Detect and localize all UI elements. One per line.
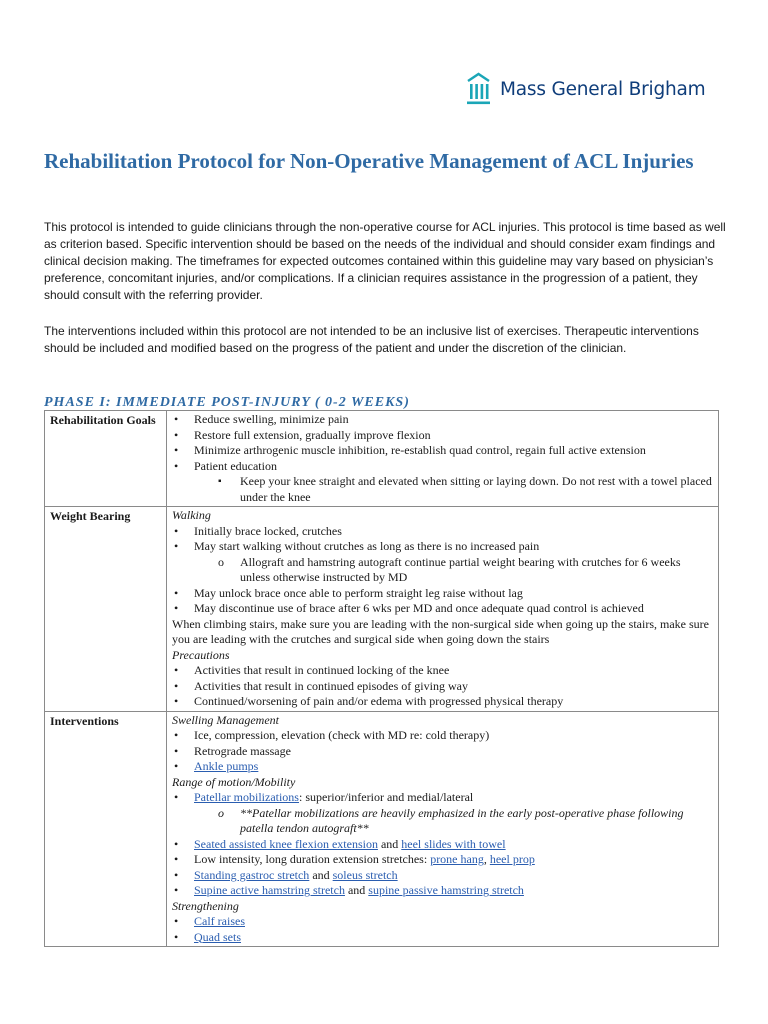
intro-paragraph: This protocol is intended to guide clinicians through the non-operative course for ACL injuries. This protocol is time based as well as criterion based. Specific intervention should be based on the needs of the individual and should consider exam findings and clinical decision making. The timeframes for expected outcomes contained within this guideline may vary based on physician’s preference, concomitant injuries, and/or complications. If a clinician requires assistance in the progression of a patient, they should consult with the referring provider. xyxy=(44,220,726,302)
section-heading: Range of motion/Mobility xyxy=(172,774,296,789)
sub-list-item: o **Patellar mobilizations are heavily emphasized in the early post-operative phase following patella tendon autograft** xyxy=(172,806,713,837)
list-item: • Patient education xyxy=(172,459,713,475)
intro-paragraph: The interventions included within this protocol are not intended to be an inclusive list of exercises. Therapeutic interventions should be included and modified based on the progress of the patient and under the discretion of the clinician. xyxy=(44,324,699,355)
calf-raises-link[interactable]: Calf raises xyxy=(194,914,245,928)
phase-heading: PHASE I: IMMEDIATE POST-INJURY ( 0-2 WEEKS) xyxy=(44,395,410,410)
list-item-text: and xyxy=(309,867,333,882)
section-heading: Swelling Management xyxy=(172,712,279,727)
patellar-mobilizations-link[interactable]: Patellar mobilizations xyxy=(194,790,299,804)
heel-prop-link[interactable]: heel prop xyxy=(489,852,535,866)
protocol-table xyxy=(44,410,719,947)
list-item: • Restore full extension, gradually improve flexion xyxy=(172,428,713,444)
list-item: • May discontinue use of brace after 6 wks per MD and once adequate quad control is achieved xyxy=(172,601,713,617)
list-item xyxy=(172,930,713,946)
list-item: • May start walking without crutches as long as there is no increased pain xyxy=(172,539,713,555)
list-item: • Retrograde massage xyxy=(172,744,713,760)
table-row-weight-bearing xyxy=(45,507,719,712)
table-row-interventions xyxy=(45,711,719,947)
table-row-goals xyxy=(45,411,719,507)
stairs-note: When climbing stairs, make sure you are leading with the non-surgical side when going up the stairs, make sure you are leading with the crutches and surgical side when going down the stairs xyxy=(172,616,709,646)
sub-list-item: ▪ Keep your knee straight and elevated when sitting or laying down. Do not rest with a towel placed under the knee xyxy=(172,474,713,505)
document-title: Rehabilitation Protocol for Non-Operative Management of ACL Injuries xyxy=(44,149,694,173)
list-item xyxy=(172,883,713,899)
brand-logo xyxy=(466,72,706,106)
list-item: • Initially brace locked, crutches xyxy=(172,524,713,540)
row-content xyxy=(167,711,719,947)
passive-hamstring-stretch-link[interactable]: supine passive hamstring stretch xyxy=(368,883,524,897)
list-item: • Ice, compression, elevation (check with MD re: cold therapy) xyxy=(172,728,713,744)
section-heading: Walking xyxy=(172,508,211,522)
heel-slides-link[interactable]: heel slides with towel xyxy=(401,836,506,851)
list-item xyxy=(172,790,713,806)
sub-list-item: o Allograft and hamstring autograft continue partial weight bearing with crutches for 6 weeks unless otherwise instructed by MD xyxy=(172,555,713,586)
row-content xyxy=(167,507,719,712)
row-label: Rehabilitation Goals xyxy=(45,411,167,507)
quad-sets-link[interactable]: Quad sets xyxy=(194,929,241,944)
soleus-stretch-link[interactable]: soleus stretch xyxy=(332,867,398,882)
list-item xyxy=(172,837,713,853)
list-item xyxy=(172,868,713,884)
list-item: • May unlock brace once able to perform straight leg raise without lag xyxy=(172,586,713,602)
section-heading: Precautions xyxy=(172,647,230,662)
list-item xyxy=(172,852,713,868)
section-heading: Strengthening xyxy=(172,898,239,913)
row-label: Weight Bearing xyxy=(45,507,167,712)
row-label: Interventions xyxy=(45,711,167,947)
list-item xyxy=(172,914,713,930)
list-item-text: Low intensity, long duration extension stretches: xyxy=(194,852,431,866)
list-item: • Reduce swelling, minimize pain xyxy=(172,412,713,428)
list-item xyxy=(172,759,713,775)
prone-hang-link[interactable]: prone hang xyxy=(430,852,484,866)
gastroc-stretch-link[interactable]: Standing gastroc stretch xyxy=(194,867,310,882)
active-hamstring-stretch-link[interactable]: Supine active hamstring stretch xyxy=(194,883,345,897)
brand-name: Mass General Brigham xyxy=(500,78,706,100)
list-item-text: and xyxy=(344,883,369,897)
row-content xyxy=(167,411,719,507)
list-item: • Minimize arthrogenic muscle inhibition, re-establish quad control, regain full active extension xyxy=(172,443,713,459)
list-item-text: : superior/inferior and medial/lateral xyxy=(298,790,474,804)
building-icon xyxy=(466,72,491,106)
ankle-pumps-link[interactable]: Ankle pumps xyxy=(194,759,259,773)
seated-knee-flexion-link[interactable]: Seated assisted knee flexion extension xyxy=(194,836,378,851)
list-item: • Continued/worsening of pain and/or edema with progressed physical therapy xyxy=(172,694,713,710)
list-item-text: and xyxy=(377,836,402,851)
list-item: • Activities that result in continued episodes of giving way xyxy=(172,679,713,695)
list-item-text: , xyxy=(483,852,490,866)
list-item: • Activities that result in continued locking of the knee xyxy=(172,663,713,679)
